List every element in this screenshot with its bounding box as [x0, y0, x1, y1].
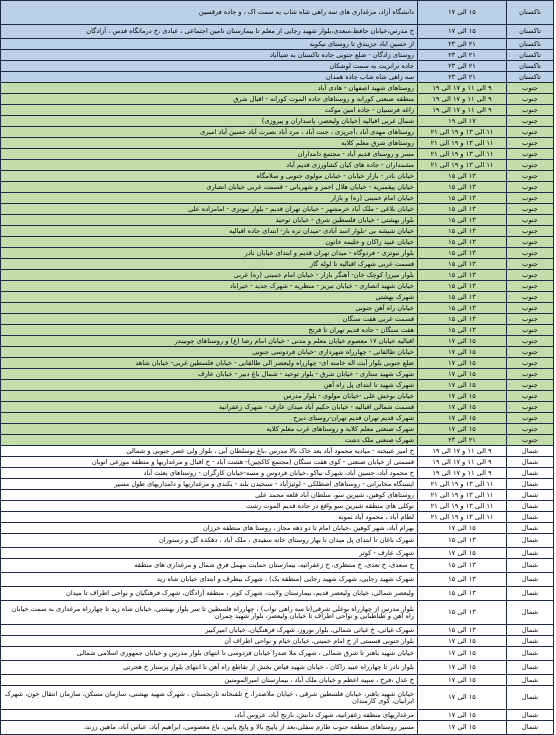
- time-cell: ۱۵ الی ۱۷: [418, 413, 507, 424]
- area-cell: زاغه فرنسیان - جاده امین موکت: [1, 105, 418, 116]
- area-cell: شهرک صنعتی ملک دشت: [1, 435, 418, 446]
- table-row: [1, 413, 554, 424]
- area-cell: روستاهای کوهین، شیرین سو، سلطان آباد قلعه محمد علی: [1, 490, 418, 501]
- region-cell: شمال: [507, 559, 554, 573]
- time-cell: ۲۱ الی ۲۳: [418, 435, 507, 446]
- table-row: [1, 380, 554, 391]
- area-cell: خیابان راه آهن جنوبی: [1, 303, 418, 314]
- time-cell: ۱۵ الی ۱۷: [418, 548, 507, 559]
- time-cell: ۹ الی ۱۱ و ۱۷ الی ۱۹: [418, 457, 507, 468]
- area-cell: خ امیر عبیخته - میادیه محمود آباد بعد خاک بالا مدرس ،باغ نوسلطان آبی ، بلوار ولی عصر جنوبی و شمالی: [1, 446, 418, 457]
- table-row: [1, 259, 554, 270]
- area-cell: قسمت غربی هفت سنگان: [1, 314, 418, 325]
- region-cell: شمال: [507, 721, 554, 735]
- time-cell: ۱۳ الی ۱۵: [418, 281, 507, 292]
- table-row: [1, 636, 554, 647]
- area-cell: روستای زادگان - ضلع جنوبی جاده تاکستان به ضیاآباد: [1, 50, 418, 61]
- time-cell: ۹ الی ۱۱ و ۱۷ الی ۱۹: [418, 468, 507, 479]
- area-cell: بهرام آباد، شهر کوهین ،خیابان امام تا دو دهه مجاز ، روستا های منطقه خرزان: [1, 523, 418, 534]
- time-cell: ۱۱ الی ۱۳ و ۱۹ الی ۲۱: [418, 127, 507, 138]
- table-row: [1, 237, 554, 248]
- table-row: [1, 435, 554, 446]
- area-cell: مسر و روستای قدیم آباد - مجتمع دامداران: [1, 149, 418, 160]
- region-cell: جنوب: [507, 369, 554, 380]
- time-cell: ۱۳ الی ۱۵: [418, 259, 507, 270]
- time-cell: ۱۳ الی ۱۵: [418, 270, 507, 281]
- table-row: [1, 573, 554, 587]
- region-cell: جنوب: [507, 270, 554, 281]
- area-cell: قسمت غربی شهرک اقبالیه تا لوله گاز: [1, 259, 418, 270]
- table-row: [1, 446, 554, 457]
- time-cell: ۱۵ الی ۱۷: [418, 347, 507, 358]
- table-row: [1, 160, 554, 171]
- region-cell: جنوب: [507, 336, 554, 347]
- region-cell: جنوب: [507, 138, 554, 149]
- table-row: [1, 39, 554, 50]
- area-cell: بلوار نادر تا چهارراه عبید زاکان ، خیابان شهید فیاض بخش از تقاطع راه آهن تا انتهای بلوار پرستار خ هجرتی: [1, 661, 418, 675]
- time-cell: ۱۳ الی ۱۵: [418, 314, 507, 325]
- area-cell: خ سعدی، خ تعدی، خ منتظری، خ زعفرانیه، بیمارستان حمایت مهمل فرق شمال و مرغداری های منطقه: [1, 559, 418, 573]
- region-cell: جنوب: [507, 413, 554, 424]
- table-row: [1, 523, 554, 534]
- area-cell: توکلی های منطقه شیرین سو واقع در جاده قدیم الموت رشت: [1, 501, 418, 512]
- time-cell: ۱۳ الی ۱۵: [418, 248, 507, 259]
- table-row: [1, 50, 554, 61]
- time-cell: ۱۵ الی ۱۷: [418, 710, 507, 721]
- region-cell: جنوب: [507, 94, 554, 105]
- region-cell: جنوب: [507, 358, 554, 369]
- time-cell: ۱۵ الی ۱۷: [418, 636, 507, 647]
- region-cell: جنوب: [507, 204, 554, 215]
- area-cell: خیابان نوحش علی -خیابان مولوی - بلوار مدرس: [1, 391, 418, 402]
- area-cell: شهرک غیاثی، خ غیاثی شمالی، بلوار نوروز، شهرک فرهنگیان، خیابان امیرکبیر: [1, 625, 418, 636]
- time-cell: ۱۵ الی ۱۷: [418, 686, 507, 710]
- region-cell: تاکستان: [507, 50, 554, 61]
- time-cell: ۱۳ الی ۱۵: [418, 237, 507, 248]
- table-row: [1, 490, 554, 501]
- table-row: [1, 149, 554, 160]
- table-row: [1, 83, 554, 94]
- region-cell: جنوب: [507, 127, 554, 138]
- region-cell: جنوب: [507, 380, 554, 391]
- area-cell: بلوار جنوبی قسمتی از خ امام خمینی، خیابان خیام و نواحی اطراف آن: [1, 636, 418, 647]
- time-cell: ۱۵ الی ۱۷: [418, 25, 507, 39]
- time-cell: ۱۱ الی ۱۳ و ۱۹ الی ۲۱: [418, 160, 507, 171]
- area-cell: بلوار بهشتی - خیابان فلسطین شرق - خیابان توحید: [1, 215, 418, 226]
- table-row: [1, 512, 554, 523]
- region-cell: جنوب: [507, 314, 554, 325]
- table-row: [1, 587, 554, 601]
- time-cell: ۲۱ الی ۲۳: [418, 39, 507, 50]
- time-cell: ۱۵ الی ۱۷: [418, 424, 507, 435]
- region-cell: جنوب: [507, 171, 554, 182]
- region-cell: جنوب: [507, 149, 554, 160]
- time-cell: ۱۳ الی ۱۵: [418, 193, 507, 204]
- region-cell: شمال: [507, 446, 554, 457]
- area-cell: خیابان طالقانی - چهارراه شهرداری -خیابان فردوسی جنوبی: [1, 347, 418, 358]
- time-cell: ۱۵ الی ۱۷: [418, 369, 507, 380]
- table-row: [1, 25, 554, 39]
- table-row: [1, 325, 554, 336]
- table-row: [1, 116, 554, 127]
- region-cell: جنوب: [507, 248, 554, 259]
- region-cell: جنوب: [507, 237, 554, 248]
- table-row: [1, 127, 554, 138]
- region-cell: شمال: [507, 675, 554, 686]
- area-cell: شهرک عارف - کوثر: [1, 548, 418, 559]
- area-cell: شهرک بهشتی: [1, 292, 418, 303]
- table-row: [1, 303, 554, 314]
- table-row: [1, 479, 554, 490]
- area-cell: شهرک شهید تا ابتدای پل راه آهن: [1, 380, 418, 391]
- time-cell: ۱۵ الی ۱۷: [418, 1, 507, 25]
- area-cell: منطقه صنعتی کورانه و روستاهای جاده الموت کورانه - اقبال شرق: [1, 94, 418, 105]
- region-cell: شمال: [507, 625, 554, 636]
- region-cell: شمال: [507, 647, 554, 661]
- time-cell: ۱۵ الی ۱۷: [418, 391, 507, 402]
- area-cell: قسمت شمالی اقبالیه - خیابان حکیم آباد میدان عارف - شهرک زعفرانیه: [1, 402, 418, 413]
- time-cell: ۱۵ الی ۱۷: [418, 358, 507, 369]
- area-cell: خیابان شهید باهنر تا شرق شمالی ، شهرک ملا صدرا خیابان فردوسی تا انتهای بلوار مدرس و خیابان جمهوری اسلامی شمالی: [1, 647, 418, 661]
- table-row: [1, 710, 554, 721]
- region-cell: جنوب: [507, 303, 554, 314]
- table-row: [1, 559, 554, 573]
- area-cell: جاده ترانزیت به سمت لوشکان: [1, 61, 418, 72]
- region-cell: جنوب: [507, 292, 554, 303]
- area-cell: از حسین اباد جزیندق تا روستای نیکویه: [1, 39, 418, 50]
- time-cell: ۹ الی ۱۱ و ۱۷ الی ۱۹: [418, 446, 507, 457]
- time-cell: ۱۳ الی ۱۵: [418, 204, 507, 215]
- time-cell: ۲۱ الی ۲۳: [418, 50, 507, 61]
- area-cell: خیابان پیغمبریه - خیابان هلال احمر و شهربانی - قسمت غربی خیابان انصاری: [1, 182, 418, 193]
- table-row: [1, 358, 554, 369]
- area-cell: خیابان نادر - بازار خیابان - خیابان مولوی جنوبی و سلامگاه: [1, 171, 418, 182]
- time-cell: ۱۱ الی ۱۳ و ۱۹ الی ۲۱: [418, 512, 507, 523]
- region-cell: جنوب: [507, 402, 554, 413]
- area-cell: خ مدرس،خیابان حافظ،سعدی،بلوار شهید رجایی از معلم تا بیمارستان تامین اجتماعی ، عبادی ،خ درمانگاه قدس ، آزادگان: [1, 25, 418, 39]
- time-cell: ۱۳ الی ۱۵: [418, 601, 507, 625]
- area-cell: بلوار نبوتزی - فردوگاه - میدان تهران قدیم و ابتدای خیابان نادر: [1, 248, 418, 259]
- region-cell: جنوب: [507, 226, 554, 237]
- area-cell: شهرک شهید ستاری - خیابان شرق - بلوار توحید - شمال باغ دبیر - خیابان عارف: [1, 369, 418, 380]
- area-cell: شمال غربی اقبالیه (خیابان ولیعصر، پاسداران و پیروزی): [1, 116, 418, 127]
- region-cell: شمال: [507, 573, 554, 587]
- table-row: [1, 468, 554, 479]
- table-row: [1, 548, 554, 559]
- table-row: [1, 226, 554, 237]
- region-cell: تاکستان: [507, 72, 554, 83]
- table-row: [1, 204, 554, 215]
- table-row: [1, 270, 554, 281]
- area-cell: ضلع جنوبی بلوار آیت اله خامنه ای- چهارراه ولیعصر الی طالقانی - خیابان فلسطین غربی- خیابان شاهد: [1, 358, 418, 369]
- table-row: [1, 193, 554, 204]
- time-cell: ۱۳ الی ۱۵: [418, 303, 507, 314]
- region-cell: جنوب: [507, 193, 554, 204]
- table-row: [1, 647, 554, 661]
- table-row: [1, 661, 554, 675]
- region-cell: جنوب: [507, 116, 554, 127]
- time-cell: ۱۳ الی ۱۵: [418, 171, 507, 182]
- area-cell: سه راهی شاه شاب جاده همدان: [1, 72, 418, 83]
- time-cell: ۱۳ الی ۱۵: [418, 325, 507, 336]
- table-row: [1, 625, 554, 636]
- time-cell: ۱۳ الی ۱۵: [418, 587, 507, 601]
- time-cell: ۱۵ الی ۱۷: [418, 661, 507, 675]
- region-cell: جنوب: [507, 105, 554, 116]
- region-cell: جنوب: [507, 281, 554, 292]
- time-cell: ۱۳ الی ۱۵: [418, 534, 507, 548]
- area-cell: لطام آباد ، محمود آباد نمونه: [1, 512, 418, 523]
- time-cell: ۱۳ الی ۱۵: [418, 215, 507, 226]
- region-cell: تاکستان: [507, 25, 554, 39]
- table-row: [1, 138, 554, 149]
- region-cell: جنوب: [507, 215, 554, 226]
- time-cell: ۱۳ الی ۱۵: [418, 182, 507, 193]
- region-cell: تاکستان: [507, 1, 554, 25]
- region-cell: شمال: [507, 661, 554, 675]
- area-cell: خیابان شیشه بی -بلوار اسد آبادی -میدان تره بار- ابتدای جاده اقبالیه: [1, 226, 418, 237]
- time-cell: ۱۵ الی ۱۷: [418, 523, 507, 534]
- area-cell: بلوار مدرس از چهارراه بوعلی شرقی(تا سه راهی نواب) ، چهارراه فلسطین تا سر بلوار بهشتی، خیابان شاه زید تا چهارراه مرغداری به سمت خیابان راه آهن و طباطبایی و نواحی اطراف تا خیابان ولیعصر، بلوار شهید چمران: [1, 601, 418, 625]
- region-cell: شمال: [507, 548, 554, 559]
- time-cell: ۱۵ الی ۱۷: [418, 721, 507, 735]
- time-cell: ۱۱ الی ۱۳ و ۱۹ الی ۲۱: [418, 490, 507, 501]
- region-cell: جنوب: [507, 325, 554, 336]
- table-row: [1, 391, 554, 402]
- table-row: [1, 182, 554, 193]
- area-cell: هفت سنگان - جاده قدیم تهران تا فرتخ: [1, 325, 418, 336]
- time-cell: ۱۵ الی ۱۷: [418, 336, 507, 347]
- table-row: [1, 534, 554, 548]
- region-cell: شمال: [507, 490, 554, 501]
- table-row: [1, 105, 554, 116]
- time-cell: ۹ الی ۱۱ و ۱۷ الی ۱۹: [418, 94, 507, 105]
- time-cell: ۲۱ الی ۲۳: [418, 61, 507, 72]
- table-row: [1, 336, 554, 347]
- region-cell: شمال: [507, 601, 554, 625]
- area-cell: شهرک قدیم تهران قدیم تهران-روستای دیزج: [1, 413, 418, 424]
- table-row: [1, 424, 554, 435]
- time-cell: ۱۱ الی ۱۳ و ۱۹ الی ۲۱: [418, 149, 507, 160]
- region-cell: تاکستان: [507, 39, 554, 50]
- table-row: [1, 61, 554, 72]
- area-cell: ولیعصر شمالی، خیابان ولیعصر قدیم، بیمارستان ولایت، شهرک کوثر ، منطقه آزادگان، شهرک فرهنگیان و نواحی اطراف تا میدان: [1, 587, 418, 601]
- time-cell: ۱۵ الی ۱۷: [418, 675, 507, 686]
- area-cell: خیابان بلاغی - ملک آباد خرمشهر - خیابان تهران قدیم - بلوار نبوتزی - امامزاده علی: [1, 204, 418, 215]
- region-cell: جنوب: [507, 160, 554, 171]
- area-cell: شهرک صنعتی معلم کلایه و روستاهای غرب معلم کلایه: [1, 424, 418, 435]
- region-cell: شمال: [507, 479, 554, 490]
- area-cell: خیابان امام خمینی (ره) و بازار: [1, 193, 418, 204]
- area-cell: دانشگاه آزاد، مرغداری های سه راهی شاه شاب به سمت اک ، و جاده فرقسین: [1, 1, 418, 25]
- area-cell: مشمداران - جاده های کیان کشاورزی قدیم آباد: [1, 160, 418, 171]
- region-cell: شمال: [507, 686, 554, 710]
- region-cell: جنوب: [507, 391, 554, 402]
- table-row: [1, 281, 554, 292]
- area-cell: شهرک باغان تا ابتدای پل میدان تا بهار روستای خانه سفیدی ، ملک آباد ، دهکده گل و رستوران: [1, 534, 418, 548]
- table-row: [1, 72, 554, 83]
- table-row: [1, 686, 554, 710]
- table-row: [1, 369, 554, 380]
- area-cell: بلوار میرزا کوچک خان- آهنگر بازار - خیابان امام خمینی (ره) غربی: [1, 270, 418, 281]
- area-cell: مسیر روستاهای منطقه جنوب طارم سفلی،بعد از پاپیج بالا و پاپج پایین، باغ معصومی، ابراهیم آباد، عباس آباد، ماهین زرند،: [1, 721, 418, 735]
- table-row: [1, 1, 554, 25]
- time-cell: ۱۵ الی ۱۷: [418, 647, 507, 661]
- region-cell: شمال: [507, 636, 554, 647]
- area-cell: روستاهای شرق معلم کلایه: [1, 138, 418, 149]
- time-cell: ۹ الی ۱۱ و ۱۷ الی ۱۹: [418, 83, 507, 94]
- region-cell: شمال: [507, 468, 554, 479]
- region-cell: شمال: [507, 710, 554, 721]
- area-cell: ایستگاه مخابراتی - روستاهای اصطلکی - لوئیزآباد - سنجیدن بلند - یکندی و مرغداریها و دامداریهای طول مسیر: [1, 479, 418, 490]
- area-cell: خ محمود آباد، حسین آباد، شهرک نیاکو ،خیابان فردوس و مسه-خیابان کارگران - روستاهای بعثت آباد: [1, 468, 418, 479]
- area-cell: قسمتی از خیابان صنعتی - کوی هفت سنگان (مجتمع کاکچین)- هشت آباد - خ اقبال و مرغداریها و منطقه موزعی اتوبان: [1, 457, 418, 468]
- region-cell: تاکستان: [507, 61, 554, 72]
- time-cell: ۱۳ الی ۱۵: [418, 559, 507, 573]
- time-cell: ۱۳ الی ۱۵: [418, 625, 507, 636]
- time-cell: ۱۱ الی ۱۳ و ۱۹ الی ۲۱: [418, 479, 507, 490]
- region-cell: جنوب: [507, 83, 554, 94]
- time-cell: ۱۳ الی ۱۵: [418, 292, 507, 303]
- area-cell: خیابان عبید زاکان و حلیمه خاتون: [1, 237, 418, 248]
- region-cell: جنوب: [507, 259, 554, 270]
- area-cell: خیابان شهید باهنر، خیابان فلسطین شرقی ، خیابان ملاصدرا، خ تلفنخانه نارنجستان ، شهرک شهید بهشتی، سازمان مسکن، سازمان انتقال خون، شهرک ایرانیان، کوی کارمندان: [1, 686, 418, 710]
- table-row: [1, 721, 554, 735]
- region-cell: شمال: [507, 534, 554, 548]
- table-row: [1, 675, 554, 686]
- time-cell: ۱۳ الی ۱۵: [418, 573, 507, 587]
- time-cell: ۱۵ الی ۱۷: [418, 380, 507, 391]
- region-cell: شمال: [507, 587, 554, 601]
- region-cell: شمال: [507, 457, 554, 468]
- region-cell: جنوب: [507, 435, 554, 446]
- time-cell: ۱۳ الی ۱۵: [418, 226, 507, 237]
- area-cell: خ عدل ،فرخ ، سپیه اعظم و خیابان ملک آباد ، بیمارستان امیرالمومنین: [1, 675, 418, 686]
- area-cell: روستاهای شهید اصفهان - هادی آباد: [1, 83, 418, 94]
- region-cell: جنوب: [507, 424, 554, 435]
- table-row: [1, 402, 554, 413]
- table-row: [1, 215, 554, 226]
- region-cell: جنوب: [507, 182, 554, 193]
- region-cell: شمال: [507, 523, 554, 534]
- area-cell: اقبالیه خیابان ۱۷ معصوم خیابان معلم و مدنی - خیابان امام رضا (ع) و روستاهای چوبیندر: [1, 336, 418, 347]
- region-cell: جنوب: [507, 347, 554, 358]
- time-cell: ۱۱ الی ۱۳ و ۱۹ الی ۲۱: [418, 138, 507, 149]
- time-cell: ۹ الی ۱۱ و ۱۷ الی ۱۹: [418, 105, 507, 116]
- area-cell: روستاهای مهدی آباد ،آجرپزی ، جنت آباد ، مرد آباد نصرت آباد حسین آباد امیری: [1, 127, 418, 138]
- time-cell: ۱۱ الی ۱۳ و ۱۹ الی ۲۱: [418, 501, 507, 512]
- table-row: [1, 457, 554, 468]
- region-cell: شمال: [507, 501, 554, 512]
- time-cell: ۱۷ الی ۱۹: [418, 116, 507, 127]
- area-cell: خیابان شهید انصاری - خیابان تبریز - منظریه - شهرک جدید - خیراباد: [1, 281, 418, 292]
- table-row: [1, 292, 554, 303]
- table-row: [1, 501, 554, 512]
- table-row: [1, 347, 554, 358]
- table-row: [1, 248, 554, 259]
- time-cell: ۲۱ الی ۲۳: [418, 72, 507, 83]
- table-row: [1, 171, 554, 182]
- table-row: [1, 94, 554, 105]
- area-cell: مرغداریهای منطقه زعفرانیه، شهرک دانش، نارنج آباد، عروس آباد،: [1, 710, 418, 721]
- table-row: [1, 601, 554, 625]
- time-cell: ۱۵ الی ۱۷: [418, 402, 507, 413]
- region-cell: شمال: [507, 512, 554, 523]
- area-cell: شهرک شهید رجایی، شهرک شهید رجایی (منطقه یک) ، شهرک بیطرف و ابتدای خیابان شاه زید: [1, 573, 418, 587]
- table-row: [1, 314, 554, 325]
- table-body: [1, 1, 554, 735]
